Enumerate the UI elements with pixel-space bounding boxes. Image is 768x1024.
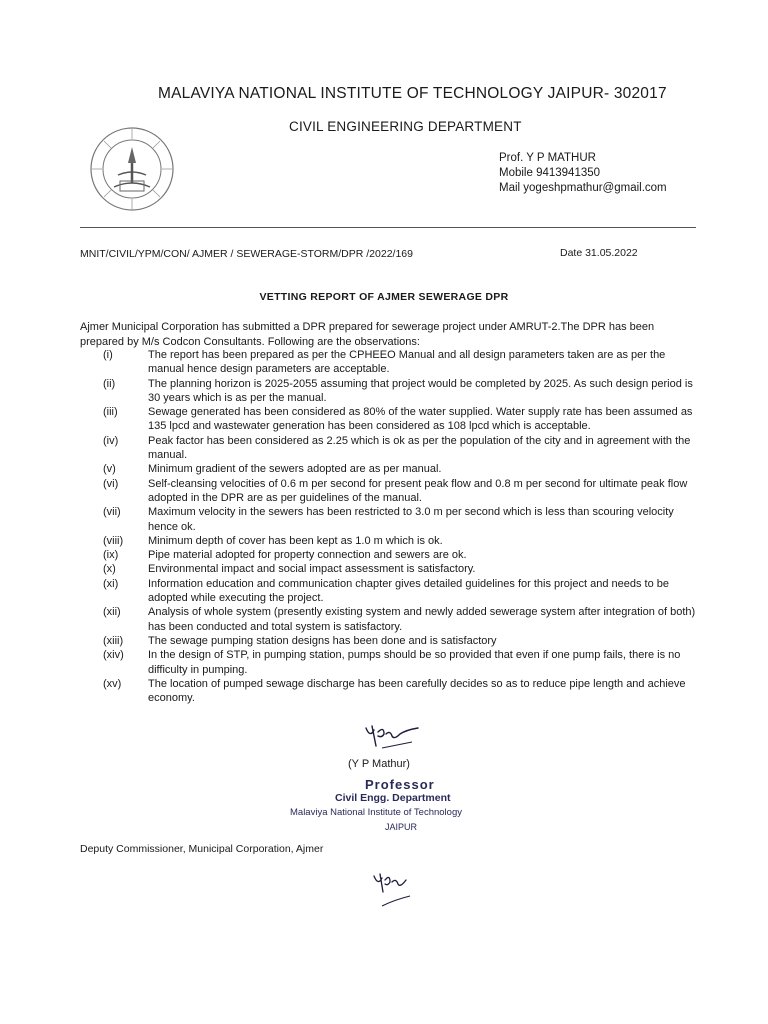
list-item: (ii) The planning horizon is 2025-2055 assuming that project would be completed by 2025. As such design period is 30 years which is as per the manual. <box>103 377 693 404</box>
contact-block <box>499 151 667 196</box>
list-item: (viii) Minimum depth of cover has been kept as 1.0 m which is ok. <box>103 534 443 547</box>
contact-mobile: Mobile 9413941350 <box>499 167 601 179</box>
stamp-designation: Professor <box>365 777 435 792</box>
institute-emblem-icon <box>82 125 182 213</box>
intro-paragraph: Ajmer Municipal Corporation has submitted a DPR prepared for sewerage project under AMRUT-2.The DPR has been prepared by M/s Codcon Consultants. Following are the observations: <box>80 321 655 348</box>
list-item: (i) The report has been prepared as per the CPHEEO Manual and all design parameters taken are as per the manual hence design parameters are acceptable. <box>103 349 666 376</box>
contact-name: Prof. Y P MATHUR <box>499 152 596 164</box>
list-item: (xii) Analysis of whole system (presently existing system and newly added sewerage system after integration of both) has been conducted and total system is satisfactory. <box>103 606 696 633</box>
list-item: (v) Minimum gradient of the sewers adopted are as per manual. <box>103 463 442 476</box>
institute-name: MALAVIYA NATIONAL INSTITUTE OF TECHNOLOGY JAIPUR- 302017 <box>158 85 667 102</box>
list-item: (xv) The location of pumped sewage discharge has been carefully decides so as to reduce pipe length and achieve economy. <box>103 677 686 705</box>
stamp-department: Civil Engg. Department <box>335 792 451 804</box>
list-item: (iii) Sewage generated has been considered as 80% of the water supplied. Water supply rate has been assumed as 135 lpcd and wastewater generation has been considered as 108 lpcd which is acceptable. <box>103 406 693 433</box>
recipient: Deputy Commissioner, Municipal Corporation, Ajmer <box>80 843 324 855</box>
document-date: Date 31.05.2022 <box>560 247 638 259</box>
signature-mark <box>362 720 422 752</box>
list-item: (ix) Pipe material adopted for property connection and sewers are ok. <box>103 549 467 562</box>
list-item: (vi) Self-cleansing velocities of 0.6 m per second for present peak flow and 0.8 m per second for ultimate peak flow adopted in the DPR are as per guidelines of the manual. <box>103 477 688 504</box>
reference-number: MNIT/CIVIL/YPM/CON/ AJMER / SEWERAGE-STORM/DPR /2022/169 <box>80 248 413 260</box>
signature-mark <box>370 866 420 911</box>
list-item: (xiii) The sewage pumping station designs has been done and is satisfactory <box>103 634 497 647</box>
header-divider <box>80 227 696 228</box>
list-item: (iv) Peak factor has been considered as 2.25 which is ok as per the population of the city and in agreement with the manual. <box>103 434 691 462</box>
signatory-name: (Y P Mathur) <box>348 758 410 770</box>
list-item: (xi) Information education and communication chapter gives detailed guidelines for this project and needs to be adopted while executing the project. <box>103 577 669 605</box>
official-stamp <box>290 777 520 837</box>
list-item: (x) Environmental impact and social impact assessment is satisfactory. <box>103 563 476 576</box>
observations-list <box>80 348 700 705</box>
stamp-city: JAIPUR <box>385 822 418 832</box>
list-item: (xiv) In the design of STP, in pumping station, pumps should be so provided that even if one pump fails, there is no difficulty in pumping. <box>103 649 681 676</box>
contact-mail: Mail yogeshpmathur@gmail.com <box>499 182 667 194</box>
department-name: CIVIL ENGINEERING DEPARTMENT <box>289 119 522 134</box>
stamp-institute: Malaviya National Institute of Technology <box>290 807 462 818</box>
report-title: VETTING REPORT OF AJMER SEWERAGE DPR <box>259 291 509 303</box>
list-item: (vii) Maximum velocity in the sewers has been restricted to 3.0 m per second which is less than scouring velocity hence ok. <box>103 506 674 533</box>
